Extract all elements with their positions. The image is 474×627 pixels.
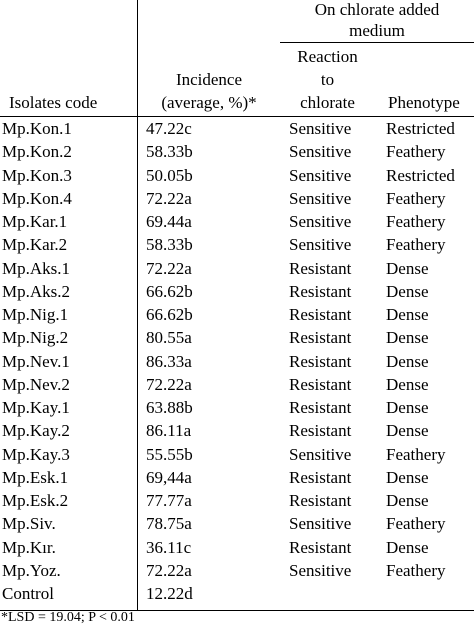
phenotype-cell: Dense — [386, 305, 429, 324]
col-incidence-line1: Incidence — [175, 70, 243, 89]
col-reaction-line2: to — [320, 70, 335, 89]
reaction-cell: Sensitive — [289, 235, 352, 255]
incidence-cell: 66.62b — [146, 305, 193, 324]
table-row — [0, 443, 474, 466]
reaction-cell: Sensitive — [289, 119, 352, 138]
isolate-code-cell: Mp.Kon.2 — [2, 142, 72, 162]
isolate-code-cell: Mp.Nev.2 — [2, 374, 70, 394]
isolate-code-cell: Mp.Kon.4 — [2, 188, 72, 208]
incidence-cell: 50.05b — [146, 165, 193, 185]
table-row — [0, 350, 474, 373]
incidence-cell: 58.33b — [146, 142, 193, 162]
incidence-cell: 66.62b — [146, 281, 193, 301]
table-row — [0, 419, 474, 442]
isolate-code-cell: Mp.Esk.2 — [2, 491, 69, 510]
isolate-code-cell: Mp.Siv. — [2, 514, 56, 534]
group-header-line2: medium — [349, 21, 405, 40]
phenotype-cell: Dense — [386, 328, 429, 348]
isolate-code-cell: Mp.Kay.3 — [2, 444, 70, 464]
reaction-cell: Sensitive — [289, 560, 352, 580]
reaction-cell: Resistant — [289, 398, 352, 417]
table-row — [0, 559, 474, 582]
phenotype-cell: Restricted — [386, 119, 455, 138]
table-row — [0, 257, 474, 280]
incidence-cell: 55.55b — [146, 444, 193, 464]
reaction-cell: Sensitive — [289, 212, 352, 231]
incidence-cell: 77.77a — [146, 491, 192, 510]
isolate-code-cell: Control — [2, 584, 54, 603]
table-row — [0, 512, 474, 535]
incidence-cell: 80.55a — [146, 328, 192, 348]
incidence-cell: 12.22d — [146, 584, 193, 603]
reaction-cell: Resistant — [289, 328, 352, 348]
col-isolates-code: Isolates code — [9, 93, 98, 112]
phenotype-cell: Dense — [386, 374, 429, 394]
table-row — [0, 164, 474, 187]
phenotype-cell: Feathery — [386, 212, 446, 231]
reaction-cell: Resistant — [289, 467, 352, 487]
phenotype-cell: Feathery — [386, 235, 446, 255]
isolate-code-cell: Mp.Kay.1 — [2, 398, 70, 417]
phenotype-cell: Feathery — [386, 444, 446, 464]
group-header-line1: On chlorate added — [314, 0, 440, 19]
table-row — [0, 396, 474, 419]
isolate-code-cell: Mp.Kon.3 — [2, 165, 72, 185]
isolate-code-cell: Mp.Nig.1 — [2, 305, 69, 324]
footnote: *LSD = 19.04; P < 0.01 — [1, 610, 135, 625]
reaction-cell: Resistant — [289, 374, 352, 394]
reaction-cell: Sensitive — [289, 165, 352, 185]
col-reaction-line1: Reaction — [297, 47, 358, 66]
table-row — [0, 303, 474, 326]
table-row — [0, 582, 474, 605]
phenotype-cell: Feathery — [386, 142, 446, 162]
group-header-underline — [280, 42, 474, 43]
col-incidence-line2: (average, %)* — [161, 93, 257, 112]
incidence-cell: 69.44a — [146, 212, 192, 231]
table-row — [0, 280, 474, 303]
isolate-code-cell: Mp.Aks.2 — [2, 281, 71, 301]
reaction-cell: Resistant — [289, 281, 352, 301]
incidence-cell: 78.75a — [146, 514, 192, 534]
col-reaction-line3: chlorate — [300, 93, 355, 112]
isolate-code-cell: Mp.Kon.1 — [2, 119, 72, 138]
reaction-cell: Resistant — [289, 258, 352, 278]
incidence-cell: 63.88b — [146, 398, 193, 417]
table-row — [0, 536, 474, 559]
phenotype-cell: Feathery — [386, 188, 446, 208]
phenotype-cell: Restricted — [386, 165, 455, 185]
incidence-cell: 47.22c — [146, 119, 192, 138]
table-row — [0, 466, 474, 489]
isolate-code-cell: Mp.Nev.1 — [2, 351, 70, 371]
isolate-code-cell: Mp.Nig.2 — [2, 328, 69, 348]
reaction-cell: Sensitive — [289, 142, 352, 162]
table-row — [0, 233, 474, 256]
reaction-cell: Resistant — [289, 491, 352, 510]
table-row — [0, 489, 474, 512]
phenotype-cell: Dense — [386, 467, 429, 487]
phenotype-cell: Dense — [386, 421, 429, 441]
isolate-code-cell: Mp.Yoz. — [2, 560, 61, 580]
reaction-cell: Resistant — [289, 305, 352, 324]
isolate-code-cell: Mp.Kay.2 — [2, 421, 70, 441]
reaction-cell: Resistant — [289, 421, 352, 441]
incidence-cell: 36.11c — [146, 537, 192, 557]
phenotype-cell: Dense — [386, 537, 429, 557]
phenotype-cell: Dense — [386, 398, 429, 417]
incidence-cell: 69,44a — [146, 467, 192, 487]
incidence-cell: 72.22a — [146, 188, 192, 208]
isolate-code-cell: Mp.Esk.1 — [2, 467, 69, 487]
reaction-cell: Resistant — [289, 537, 352, 557]
phenotype-cell: Dense — [386, 351, 429, 371]
table-row — [0, 140, 474, 163]
phenotype-cell: Feathery — [386, 514, 446, 534]
table-row — [0, 210, 474, 233]
phenotype-cell: Dense — [386, 281, 429, 301]
reaction-cell: Sensitive — [289, 514, 352, 534]
incidence-cell: 72.22a — [146, 258, 192, 278]
incidence-cell: 86.11a — [146, 421, 192, 441]
table-row — [0, 326, 474, 349]
incidence-cell: 58.33b — [146, 235, 193, 255]
isolate-code-cell: Mp.Aks.1 — [2, 258, 71, 278]
isolate-code-cell: Mp.Kar.1 — [2, 212, 68, 231]
table-row — [0, 187, 474, 210]
phenotype-cell: Feathery — [386, 560, 446, 580]
reaction-cell: Sensitive — [289, 444, 352, 464]
incidence-cell: 72.22a — [146, 374, 192, 394]
col-phenotype: Phenotype — [388, 93, 460, 112]
isolate-code-cell: Mp.Kır. — [2, 537, 56, 557]
incidence-cell: 72.22a — [146, 560, 192, 580]
reaction-cell: Sensitive — [289, 188, 352, 208]
reaction-cell: Resistant — [289, 351, 352, 371]
incidence-cell: 86.33a — [146, 351, 192, 371]
phenotype-cell: Dense — [386, 258, 429, 278]
table-row — [0, 117, 474, 140]
table-row — [0, 373, 474, 396]
isolate-code-cell: Mp.Kar.2 — [2, 235, 68, 255]
phenotype-cell: Dense — [386, 491, 429, 510]
